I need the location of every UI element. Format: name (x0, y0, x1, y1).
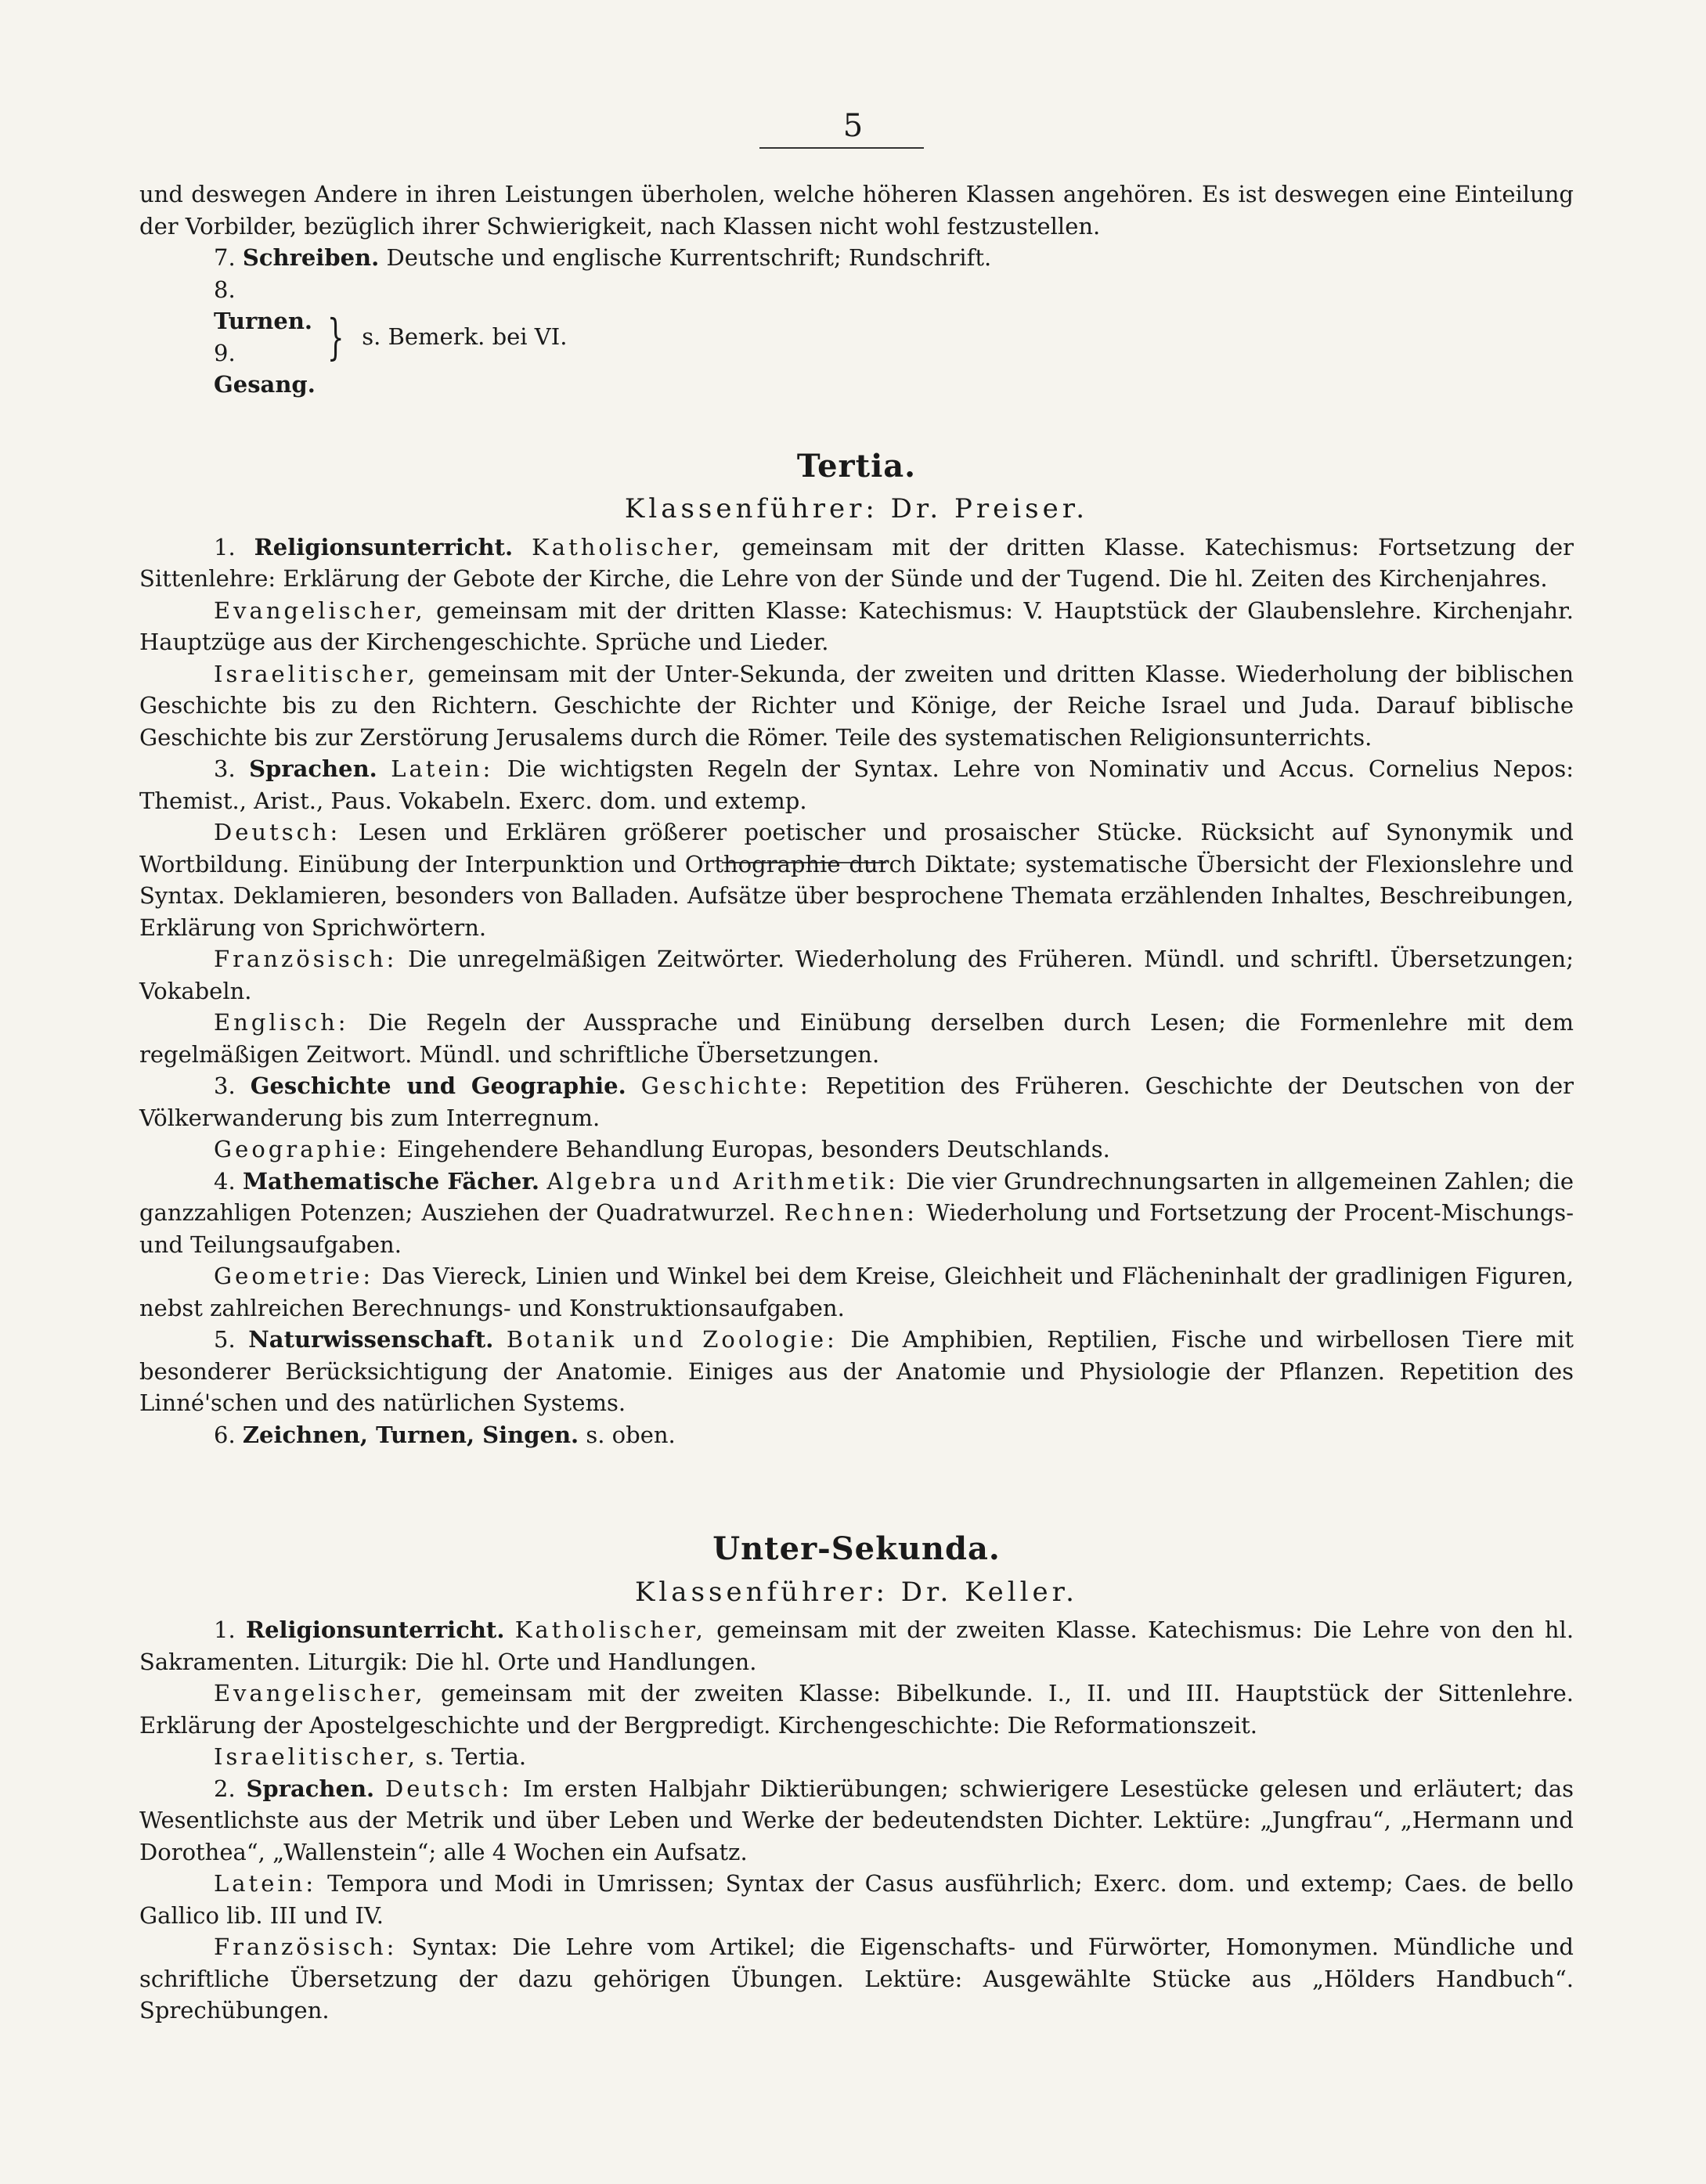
tertia-geographie: Geographie: Eingehendere Behandlung Europas, besonders Deutschlands. (214, 1136, 1110, 1162)
us-franzoesisch: Französisch: Syntax: Die Lehre vom Artikel; die Eigenschafts- und Fürwörter, Homonymen. Mündliche und schriftliche Übersetzung der dazu gehörigen Übungen. Lektüre: Ausgewählte Stücke aus „Hölders Handbuch“. Sprechübungen. (139, 1934, 1574, 2024)
us-religion-ev: Evangelischer, gemeinsam mit der zweiten Klasse: Bibelkunde. I., II. und III. Hauptstück der Sittenlehre. Erklärung der Apostelgeschichte und der Bergpredigt. Kirchengeschichte: Die Reformationszeit. (139, 1680, 1574, 1739)
page-number-rule (759, 147, 924, 149)
tertia-religion-ev: Evangelischer, gemeinsam mit der dritten Klasse: Katechismus: V. Hauptstück der Glaubenslehre. Kirchenjahr. Hauptzüge aus der Kirchengeschichte. Sprüche und Lieder. (139, 596, 1574, 655)
gesang-label: Gesang. (214, 371, 316, 398)
tertia-sprachen-latein: 3. Sprachen. Latein: Die wichtigsten Regeln der Syntax. Lehre von Nominativ und Accus. Cornelius Nepos: Themist., Arist., Paus. Vokabeln. Exerc. dom. und extemp. (139, 755, 1574, 814)
schreiben-label: Schreiben. (242, 244, 380, 271)
tertia-geschichte: 3. Geschichte und Geographie. Geschichte: Repetition des Früheren. Geschichte der Deutschen von der Völkerwanderung bis zum Interregnum. (139, 1072, 1574, 1131)
tertia-franzoesisch: Französisch: Die unregelmäßigen Zeitwörter. Wiederholung des Früheren. Mündl. und schriftl. Übersetzungen; Vokabeln. (139, 946, 1574, 1004)
brace-note: s. Bemerk. bei VI. (362, 323, 568, 351)
us-religion-kath: 1. Religionsunterricht. Katholischer, gemeinsam mit der zweiten Klasse. Katechismus: Die Lehre von den hl. Sakramenten. Liturgik: Die hl. Orte und Handlungen. (139, 1616, 1574, 1675)
us-religion-isr: Israelitischer, s. Tertia. (214, 1743, 527, 1770)
tertia-klassenfuehrer: Klassenführer: Dr. Preiser. (624, 493, 1089, 524)
tertia-geometrie: Geometrie: Das Viereck, Linien und Winkel bei dem Kreise, Gleichheit und Flächeninhalt der gradlinigen Figuren, nebst zahlreichen Berechnungs- und Konstruktionsaufgaben. (139, 1263, 1574, 1321)
us-sprachen-deutsch: 2. Sprachen. Deutsch: Im ersten Halbjahr Diktierübungen; schwierigere Lesestücke gelesen und erläutert; das Wesentlichste aus der Metrik und über Leben und Werke der bedeutendsten Dichter. Lektüre: „Jungfrau“, „Hermann und Dorothea“, „Wallenstein“; alle 4 Wochen ein Aufsatz. (139, 1775, 1574, 1865)
tertia-title: Tertia. (796, 447, 917, 485)
tertia-religion-kath: 1. Religionsunterricht. Katholischer, gemeinsam mit der dritten Klasse. Katechismus: Fortsetzung der Sittenlehre: Erklärung der Gebote der Kirche, die Lehre von der Sünde und der Tugend. Die hl. Zeiten des Kirchenjahres. (139, 533, 1574, 592)
brace-symbol: } (326, 308, 344, 366)
us-latein: Latein: Tempora und Modi in Umrissen; Syntax der Casus ausführlich; Exerc. dom. und extemp; Caes. de bello Gallico lib. III und IV. (139, 1870, 1574, 1929)
tertia-religion-isr: Israelitischer, gemeinsam mit der Unter-Sekunda, der zweiten und dritten Klasse. Wiederholung der biblischen Geschichte bis zu den Richtern. Geschichte der Richter und Könige, der Reiche Israel und Juda. Darauf biblische Geschichte bis zur Zerstörung Jerusalems durch die Römer. Teile des systematischen Religionsunterrichts. (139, 660, 1574, 751)
page-number: 5 (842, 108, 864, 144)
turnen-label: Turnen. (214, 308, 312, 334)
unter-sekunda-klassenfuehrer: Klassenführer: Dr. Keller. (635, 1576, 1078, 1608)
unter-sekunda-title: Unter-Sekunda. (712, 1530, 1001, 1567)
item-schreiben: 7. Schreiben. Deutsche und englische Kurrentschrift; Rundschrift. (214, 244, 992, 271)
page-content (139, 178, 1574, 2027)
tertia-mathematik: 4. Mathematische Fächer. Algebra und Arithmetik: Die vier Grundrechnungsarten in allgemeinen Zahlen; die ganzzahligen Potenzen; Ausziehen der Quadratwurzel. Rechnen: Wiederholung und Fortsetzung der Procent-Mischungs- und Teilungsaufgaben. (139, 1167, 1574, 1258)
tertia-deutsch: Deutsch: Lesen und Erklären größerer poetischer und prosaischer Stücke. Rücksicht auf Synonymik und Wortbildung. Einübung der Interpunktion und Orthographie durch Diktate; systematische Übersicht der Flexionslehre und Syntax. Deklamieren, besonders von Balladen. Aufsätze über besprochene Themata erzählenden Inhaltes, Beschreibungen, Erklärung von Sprichwörtern. (139, 819, 1574, 941)
intro-paragraph: und deswegen Andere in ihren Leistungen überholen, welche höheren Klassen angehören. Es ist deswegen eine Einteilung der Vorbilder, bezüglich ihrer Schwierigkeit, nach Klassen nicht wohl festzustellen. (139, 181, 1574, 240)
tertia-naturwissenschaft: 5. Naturwissenschaft. Botanik und Zoologie: Die Amphibien, Reptilien, Fische und wirbellosen Tiere mit besonderer Berücksichtigung der Anatomie. Einiges aus der Anatomie und Physiologie der Pflanzen. Repetition des Linné'schen und des natürlichen Systems. (139, 1326, 1574, 1416)
item-turnen-gesang: 8. Turnen. 9. Gesang. } s. Bemerk. bei VI. (139, 274, 1574, 401)
tertia-zeichnen: 6. Zeichnen, Turnen, Singen. s. oben. (214, 1421, 676, 1448)
tertia-englisch: Englisch: Die Regeln der Aussprache und Einübung derselben durch Lesen; die Formenlehre mit dem regelmäßigen Zeitwort. Mündl. und schriftliche Übersetzungen. (139, 1009, 1574, 1068)
